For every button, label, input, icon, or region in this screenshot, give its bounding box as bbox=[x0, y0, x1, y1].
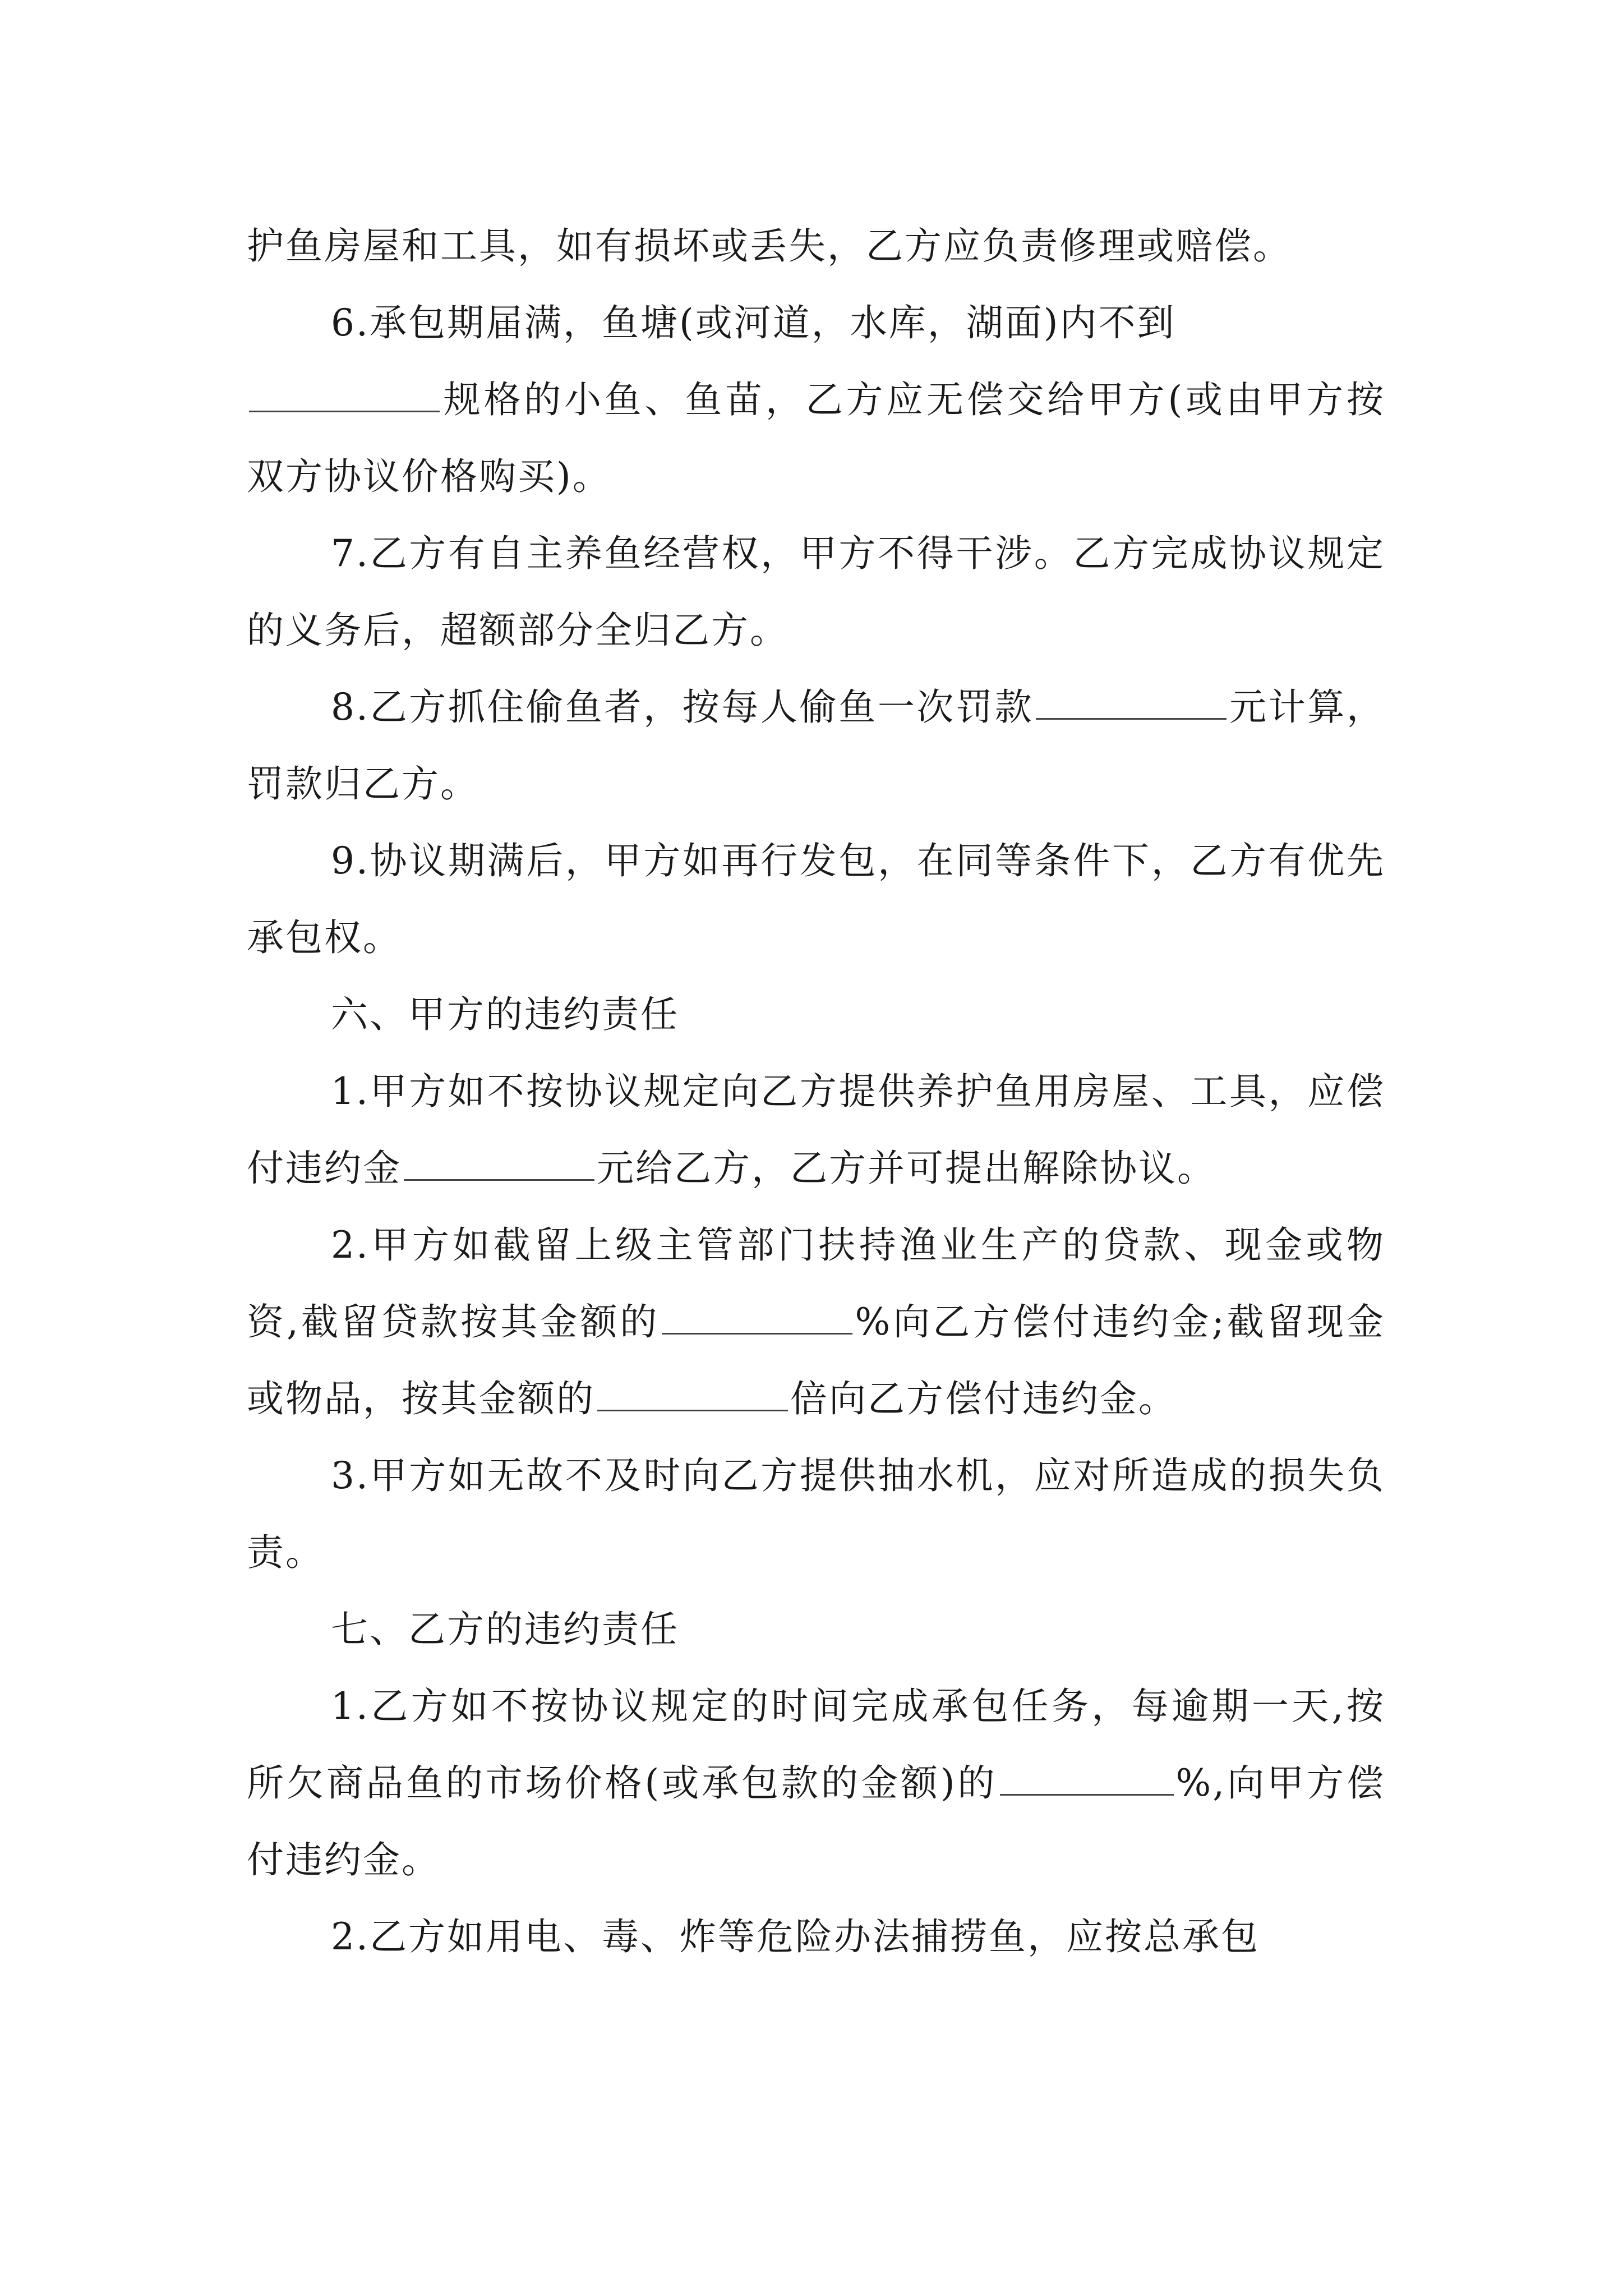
paragraph-text: 6.承包期届满，鱼塘(或河道，水库，湖面)内不到 bbox=[331, 301, 1176, 344]
paragraph-text: 元给乙方，乙方并可提出解除协议。 bbox=[597, 1147, 1216, 1190]
fill-in-blank[interactable] bbox=[662, 1296, 852, 1335]
paragraph-text: 护鱼房屋和工具，如有损坏或丢失，乙方应负责修理或赔偿。 bbox=[247, 224, 1292, 268]
paragraph-liability-b-2 bbox=[247, 1898, 1385, 1975]
paragraph-text: 元计算，罚款归乙方。 bbox=[247, 685, 1386, 806]
paragraph-text: 规格的小鱼、鱼苗，乙方应无偿交给甲方(或由甲方按双方协议价格购买)。 bbox=[247, 378, 1385, 498]
paragraph-text: 3.甲方如无故不及时向乙方提供抽水机，应对所造成的损失负责。 bbox=[247, 1454, 1385, 1574]
paragraph-liability-a-1 bbox=[247, 1053, 1385, 1207]
document-body bbox=[247, 208, 1385, 1975]
section-heading-6 bbox=[247, 976, 1385, 1053]
paragraph-liability-a-2 bbox=[247, 1207, 1385, 1437]
paragraph-text: %向乙方偿付违约金;截留现金或物品，按其金额的 bbox=[247, 1300, 1385, 1420]
paragraph-tools-compensation bbox=[247, 208, 1385, 284]
fill-in-blank[interactable] bbox=[249, 374, 440, 412]
paragraph-item-8 bbox=[247, 669, 1385, 822]
fill-in-blank[interactable] bbox=[1000, 1757, 1174, 1796]
paragraph-liability-a-3 bbox=[247, 1437, 1385, 1591]
paragraph-item-7 bbox=[247, 515, 1385, 669]
paragraph-text: 2.乙方如用电、毒、炸等危险办法捕捞鱼，应按总承包 bbox=[331, 1915, 1260, 1958]
paragraph-text: 1.乙方如不按协议规定的时间完成承包任务，每逾期一天,按所欠商品鱼的市场价格(或承包款的金额)的 bbox=[247, 1685, 1385, 1805]
fill-in-blank[interactable] bbox=[597, 1373, 788, 1411]
paragraph-liability-b-1 bbox=[247, 1668, 1385, 1898]
fill-in-blank[interactable] bbox=[404, 1142, 594, 1181]
paragraph-text: 9.协议期满后，甲方如再行发包，在同等条件下，乙方有优先承包权。 bbox=[247, 839, 1385, 959]
section-heading-7 bbox=[247, 1591, 1385, 1668]
fill-in-blank[interactable] bbox=[1036, 681, 1227, 720]
paragraph-text: 倍向乙方偿付违约金。 bbox=[790, 1377, 1177, 1420]
paragraph-text: 1.甲方如不按协议规定向乙方提供养护鱼用房屋、工具，应偿付违约金 bbox=[247, 1070, 1385, 1190]
paragraph-text: 2.甲方如截留上级主管部门扶持渔业生产的贷款、现金或物资,截留贷款按其金额的 bbox=[247, 1223, 1385, 1343]
paragraph-item-6 bbox=[247, 284, 1385, 515]
paragraph-item-9 bbox=[247, 822, 1385, 976]
paragraph-text: %,向甲方偿付违约金。 bbox=[247, 1761, 1385, 1881]
heading-text: 六、甲方的违约责任 bbox=[331, 993, 679, 1036]
paragraph-text: 8.乙方抓住偷鱼者，按每人偷鱼一次罚款 bbox=[331, 685, 1034, 729]
paragraph-text: 7.乙方有自主养鱼经营权，甲方不得干涉。乙方完成协议规定的义务后，超额部分全归乙方。 bbox=[247, 532, 1385, 652]
heading-text: 七、乙方的违约责任 bbox=[331, 1608, 679, 1651]
